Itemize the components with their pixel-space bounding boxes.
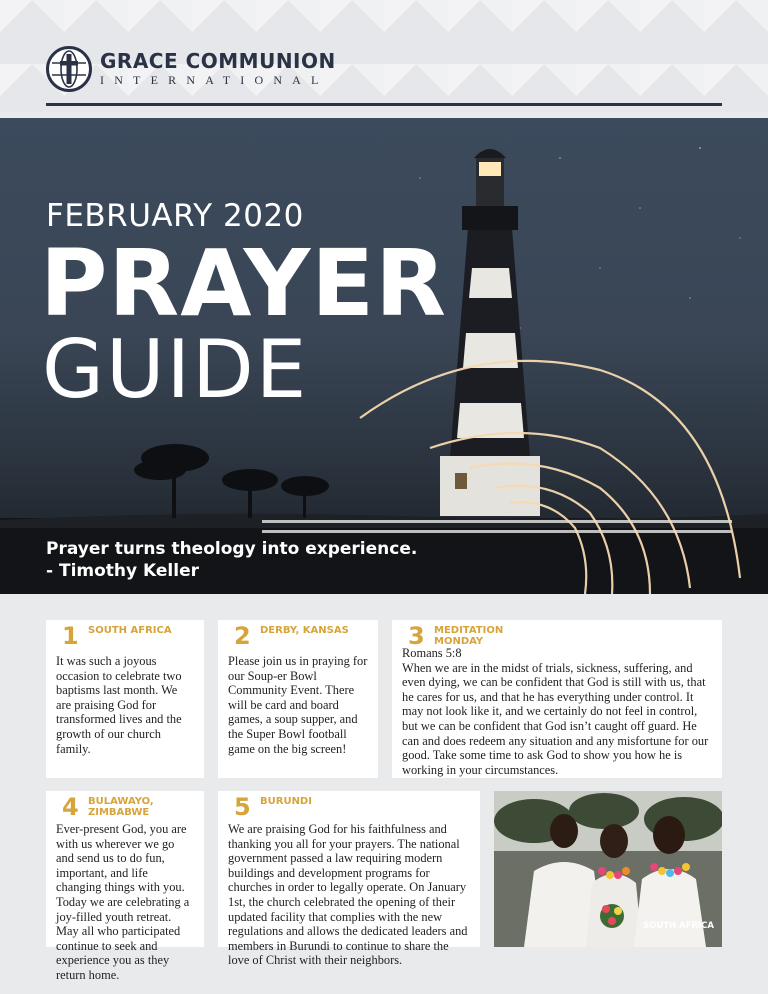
card-location: BURUNDI <box>260 796 312 807</box>
hero-banner <box>0 118 768 594</box>
card-location-line2: MONDAY <box>434 636 484 647</box>
photo-caption: SOUTH AFRICA <box>642 921 714 931</box>
prayer-card-4 <box>46 791 204 982</box>
hero-quote <box>46 538 417 582</box>
card-location-line1: MEDITATION <box>434 625 504 636</box>
card-body: Ever-present God, you are with us wherever we go and send us to do fun, important, and life changing things with you. Today we are celebrating a joy-filled youth retreat. May all who participated continue to seek and experience you as they return home. <box>56 822 190 982</box>
prayer-card-2 <box>218 620 378 778</box>
org-name: GRACE COMMUNION <box>100 49 336 73</box>
card-number: 2 <box>234 622 251 650</box>
card-number: 1 <box>62 622 79 650</box>
hero-title-prayer: PRAYER <box>40 230 447 337</box>
org-subtitle: INTERNATIONAL <box>100 73 329 87</box>
card-body: We are praising God for his faithfulness and thanking you all for your prayers. The national government passed a law requiring modern buildings and development programs for churches in order to legally operate. On January 1st, the church celebrated the opening of their updated facility that complies with the new regulations and allows the dedicated leaders and members in Burundi to continue to share the love of Christ with their neighbors. <box>228 822 468 968</box>
page-header <box>0 0 768 112</box>
card-location <box>434 625 503 647</box>
card-location: SOUTH AFRICA <box>88 625 172 636</box>
card-number: 5 <box>234 793 251 821</box>
globe-cross-icon <box>46 46 92 92</box>
scripture-reference: Romans 5:8 <box>402 646 462 660</box>
card-location-line1: BULAWAYO, <box>88 796 154 807</box>
prayer-card-3 <box>392 620 722 778</box>
hero-title-guide: GUIDE <box>42 323 309 416</box>
card-body-text: When we are in the midst of trials, sickness, suffering, and even dying, we can be confident that God is still with us, that he cares for us, and that he has everything under control. It may not look like it, and we certainly do not feel in control, but we can be confident that God isn’t caught off guard. He can and does redeem any situation and any misfortune for our good. Take some time to ask God to show you how he is working in your circumstances. <box>402 660 709 777</box>
header-divider <box>46 103 722 106</box>
prayer-card-1 <box>46 620 204 778</box>
south-africa-photo <box>494 791 722 947</box>
hero-date: FEBRUARY 2020 <box>46 198 304 234</box>
quote-text: Prayer turns theology into experience. <box>46 539 418 559</box>
card-location <box>88 796 154 818</box>
card-body <box>402 646 712 777</box>
prayer-card-5 <box>218 791 480 968</box>
card-body: It was such a joyous occasion to celebrate two baptisms last month. We are praising God for transformed lives and the growth of our church family. <box>56 654 182 756</box>
card-body: Please join us in praying for our Soup-er Bowl Community Event. There will be card and board games, a soup supper, and the Super Bowl football game on the big screen! <box>228 654 368 756</box>
quote-author: - Timothy Keller <box>46 561 199 581</box>
gci-logo[interactable] <box>46 46 336 92</box>
card-location-line2: ZIMBABWE <box>88 807 150 818</box>
card-location: DERBY, KANSAS <box>260 625 349 636</box>
card-number: 4 <box>62 793 79 821</box>
card-number: 3 <box>408 622 425 650</box>
